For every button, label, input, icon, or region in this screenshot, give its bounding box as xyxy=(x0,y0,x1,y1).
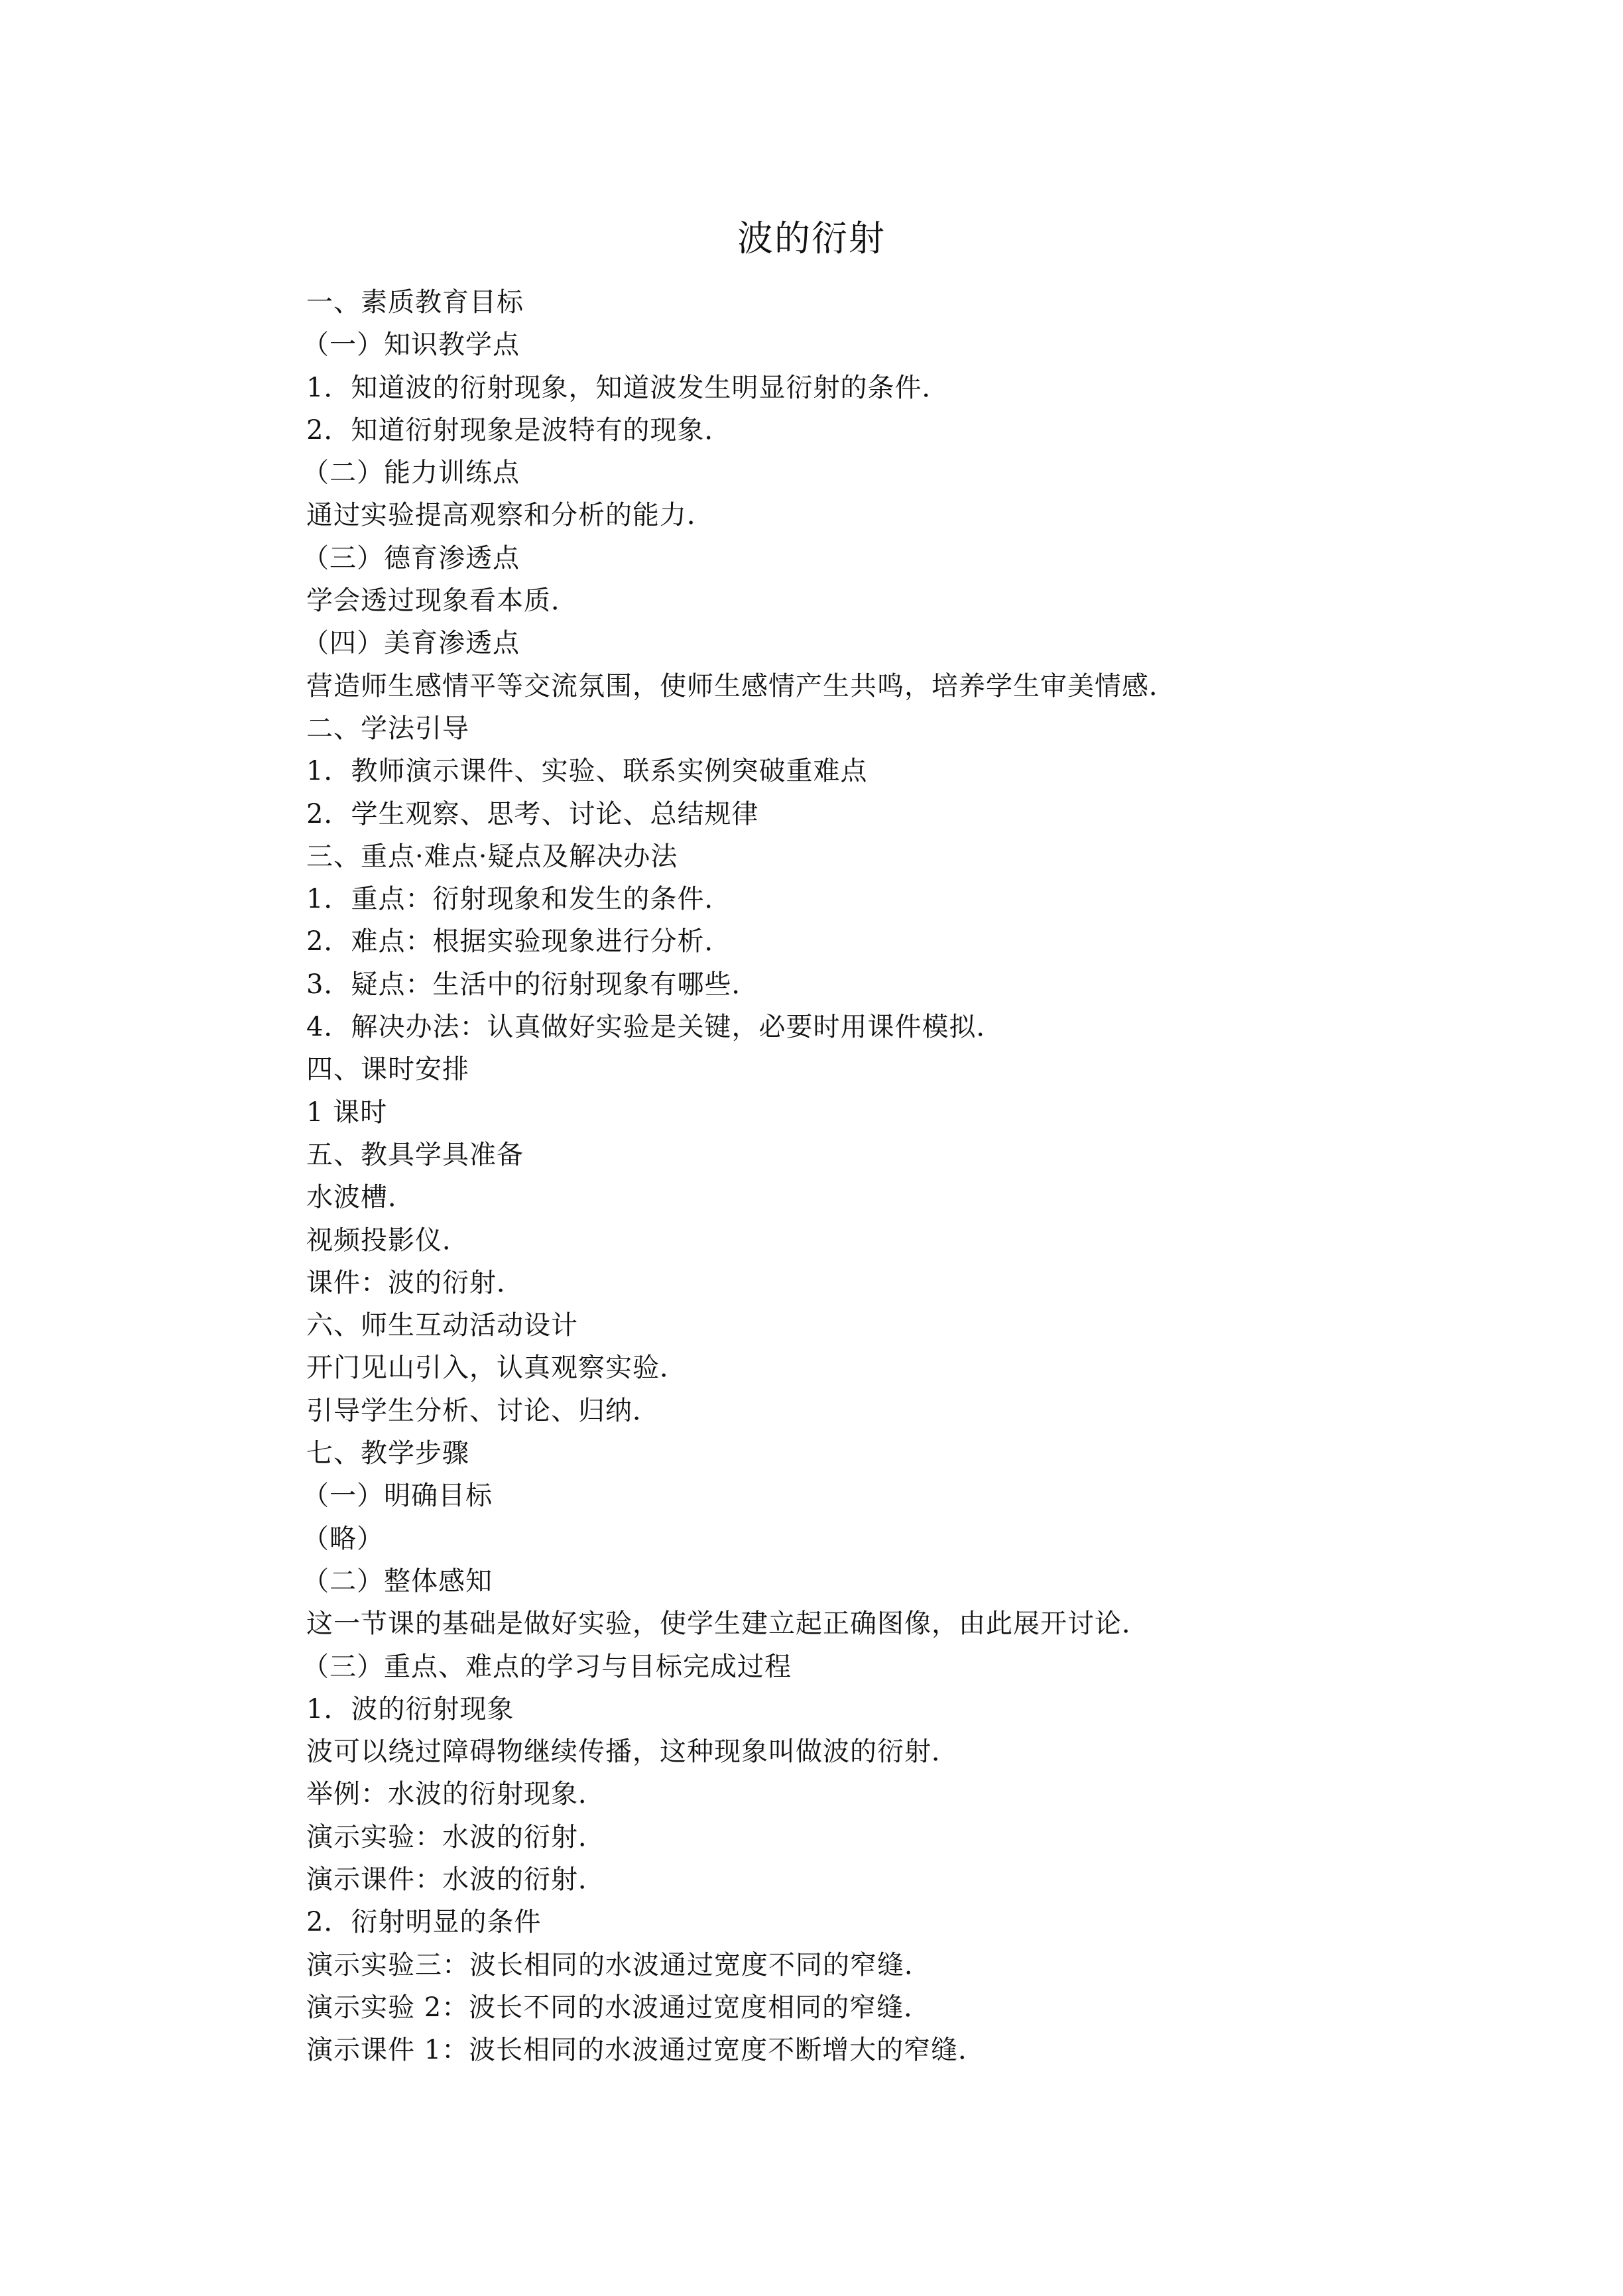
subsection-heading: （一）明确目标 xyxy=(302,1480,493,1512)
section-heading-activities: 六、师生互动活动设计 xyxy=(306,1310,578,1341)
text-line: 开门见山引入，认真观察实验． xyxy=(306,1353,687,1384)
text-line: 通过实验提高观察和分析的能力． xyxy=(306,500,714,531)
text-line: 演示实验：水波的衍射． xyxy=(306,1821,605,1852)
text-line: 演示课件 1：波长相同的水波通过宽度不断增大的窄缝． xyxy=(306,2035,986,2066)
subsection-heading: （三）重点、难点的学习与目标完成过程 xyxy=(302,1651,792,1682)
document-title: 波的衍射 xyxy=(737,217,886,259)
document-body xyxy=(302,281,1473,2071)
text-line: 视频投影仪． xyxy=(306,1225,469,1256)
text-line: 课件：波的衍射． xyxy=(306,1267,524,1298)
section-heading-key-points: 三、重点·难点·疑点及解决办法 xyxy=(306,841,678,872)
text-line: 波可以绕过障碍物继续传播，这种现象叫做波的衍射． xyxy=(306,1736,959,1768)
text-line: 举例：水波的衍射现象． xyxy=(306,1779,605,1810)
text-line: 引导学生分析、讨论、归纳． xyxy=(306,1395,660,1426)
text-line: 2．知道衍射现象是波特有的现象． xyxy=(306,414,732,446)
text-line: （略） xyxy=(302,1523,384,1554)
section-heading-materials: 五、教具学具准备 xyxy=(306,1139,524,1170)
text-line: 2．学生观察、思考、讨论、总结规律 xyxy=(306,798,759,829)
text-line: 3．疑点：生活中的衍射现象有哪些． xyxy=(306,969,759,1000)
text-line: 1．知道波的衍射现象，知道波发生明显衍射的条件． xyxy=(306,372,949,403)
subsection-heading: （一）知识教学点 xyxy=(302,330,520,361)
subsection-heading: （二）整体感知 xyxy=(302,1565,493,1597)
text-line: 4．解决办法：认真做好实验是关键，必要时用课件模拟． xyxy=(306,1012,1004,1043)
text-line: 1．教师演示课件、实验、联系实例突破重难点 xyxy=(306,756,868,787)
text-line: 演示实验三：波长相同的水波通过宽度不同的窄缝． xyxy=(306,1949,932,1980)
text-line: 营造师生感情平等交流氛围，使师生感情产生共鸣，培养学生审美情感． xyxy=(306,670,1176,701)
section-heading-goals: 一、素质教育目标 xyxy=(306,287,524,318)
section-heading-method: 二、学法引导 xyxy=(306,713,469,744)
subsection-heading: （四）美育渗透点 xyxy=(302,628,520,659)
text-line: 演示课件：水波的衍射． xyxy=(306,1864,605,1895)
text-line: 2．衍射明显的条件 xyxy=(306,1907,542,1938)
text-line: 2．难点：根据实验现象进行分析． xyxy=(306,926,732,957)
section-heading-schedule: 四、课时安排 xyxy=(306,1054,469,1085)
text-line: 学会透过现象看本质． xyxy=(306,585,578,617)
text-line: 1．重点：衍射现象和发生的条件． xyxy=(306,884,732,915)
text-line: 演示实验 2：波长不同的水波通过宽度相同的窄缝． xyxy=(306,1992,932,2023)
subsection-heading: （二）能力训练点 xyxy=(302,457,520,489)
text-line: 水波槽． xyxy=(306,1182,415,1213)
text-line: 1 课时 xyxy=(306,1097,388,1128)
section-heading-steps: 七、教学步骤 xyxy=(306,1438,469,1469)
text-line: 1．波的衍射现象 xyxy=(306,1693,514,1724)
subsection-heading: （三）德育渗透点 xyxy=(302,542,520,574)
text-line: 这一节课的基础是做好实验，使学生建立起正确图像，由此展开讨论． xyxy=(306,1608,1149,1640)
